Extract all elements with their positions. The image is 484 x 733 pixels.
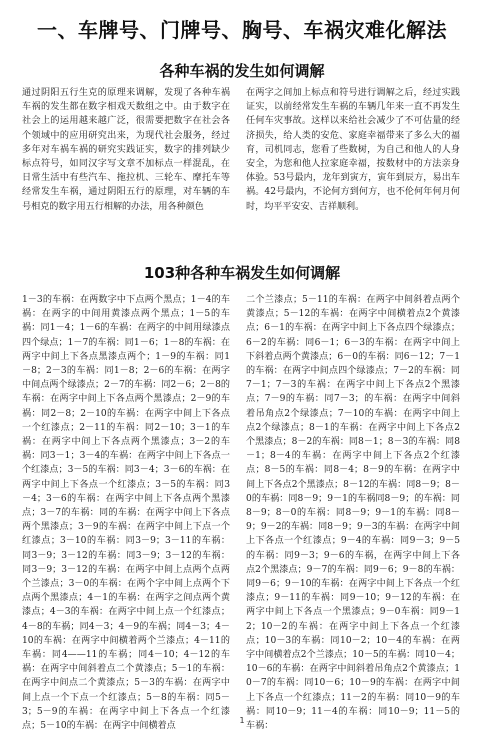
intro-paragraph-left: 通过阴阳五行生克的原理来调解，发现了各种车祸车祸的发生都在数字相戏天数组之中。由于数字在社会上的运用越来越广泛，很需要把数字在社会各个领域中的应用研究出来，为现代社会服务，经过多年对车祸车祸的研究实践证实，数字的排列缺少标点符号，如同汉字写文章不加标点一样混乱，在日常生活中有些汽车、拖拉机、三轮车、摩托车等经常发生车祸，通过阴阳五行的原理，对车辆的车号相克的数字用五行相解的办法，用各种颜色 [22, 88, 230, 212]
remedy-list-right-column: 二个兰漆点；5－11的车祸：在两字中间斜着点两个黄漆点；5－12的车祸：在两字中间横着点2个黄漆点；6－1的车祸：在两字中间上下各点四个绿漆点；6－2的车祸：同6－1；6－3的车祸：在两字中间上下斜着点两个黄漆点；6－0的车祸：同6－12；7－1的车祸：在两字中间点四个绿漆点；7－2的车祸：同7－1；7－3的车祸：在两字中间上下各点2个黑漆点；7－9的车祸：同7－3；的车祸：在两字中间斜着吊角点2个绿漆点；7－10的车祸：在两字中间上点2个绿漆点；8－1的车祸：在两字中间上下各点2个黑漆点；8－2的车祸：同8－1；8－3的车祸：同8－1；8－4的车祸：在两字中间上下各点2个红漆点；8－5的车祸：同8－4；8－9的车祸：在两字中间上下各点2个黑漆点；8－12的车祸：同8－9；8－0的车祸：同8－9；9－1的车祸同8－9；的车祸：同8－9；8－0的车祸：同8－9；9－1的车祸：同8－9；9－2的车祸：同8－9；9－3的车祸：在两字中间上下各点一个红漆点；9－4的车祸：同9－3；9－5的车祸：同9－3；9－6的车祸，在两字中间上下各点2个黑漆点；9－7的车祸：同9－6；9－8的车祸：同9－6；9－10的车祸：在两字中间上下各点一个红漆点；9－11的车祸：同9－10；9－12的车祸：在两字中间上下各点一个黑漆点；9－0车祸：同9－12；10－2的车祸：在两字中间上下各点一个红漆点；10－3的车祸：同10－2；10－4的车祸：在两字中间横着点2个兰漆点；10－5的车祸：同10－4；10－6的车祸：在两字中间斜着吊角点2个黄漆点；10－7的车祸：同10－6；10－9的车祸：在两字中间上下各点一个红漆点；11－2的车祸：同10－9的车祸：同10－9；11－4的车祸：同10－9；11－5的车祸： [246, 295, 460, 732]
page-number: 1 [239, 716, 245, 725]
intro-paragraph-right: 在两字之间加上标点和符号进行调解之后，经过实践证实，以前经常发生车祸的车辆几年来一直不再发生任何车灾事故。这样以来给社会减少了不可估量的经济损失，给人类的安危、家庭幸福带来了多么大的福育，司机同志，您看了些数树，为自己和他人的人身安全，为您和他人拉家庭幸福，按数材中的方法亲身体验。53号最内，龙年到寅方，寅年到辰方，易出车祸。42号最内，不论何方到何方，也不伦何年何月何时，均平平安安、吉祥顺利。 [246, 88, 460, 212]
section-heading-103-types: 103种各种车祸发生如何调解 [143, 264, 341, 282]
remedy-list-left-column: 1－3的车祸：在两数字中下点两个黑点；1－4的车祸：在两字的中间用黄漆点两个黑点；1－5的车祸：同1－4；1－6的车祸：在两字的中间用绿漆点四个绿点；1－7的车祸：同1－6；1－8的车祸：在两字中间上下各点黑漆点两个；1－9的车祸：同1－8；2－3的车祸：同1－8；2－6的车祸：在两字中间点两个绿漆点；2－7的车祸：同2－6；2－8的车祸：在两字中间上下各点两个黑漆点；2－9的车祸：同2－8；2－10的车祸：在两字中间上下各点一个红漆点；2－11的车祸：同2－10；3－1的车祸：在两字中间上下各点两个黑漆点；3－2的车祸：同3－1；3－4的车祸：在两字中间上下各点一个红漆点；3－5的车祸：同3－4；3－6的车祸：在两字中间上下各点一个红漆点；3－5的车祸：同3－4；3－6的车祸：在两字中间上下各点两个黑漆点；3－7的车祸：同的车祸：在两字中间上下各点两个黑漆点；3－9的车祸：在两字中间上下点一个红漆点；3－10的车祸：同3－9；3－11的车祸：同3－9；3－12的车祸：同3－9；3－12的车祸：同3－9；3－12的车祸：在两字中间上点两个点两个兰漆点；3－0的车祸：在两个字中间上点两个下点两个黑漆点；4－1的车祸：在两字之间点两个黄漆点；4－3的车祸：在两字中间上点一个红漆点；4－8的车祸；同4－3；4－9的车祸；同4－3；4－10的车祸：在两字中间横着两个兰漆点；4－11的车祸：同4——11的车祸；同4－10；4－12的车祸：在两字中间斜着点二个黄漆点；5－1的车祸：在两字中间点二个黄漆点；5－3的车祸：在两字中间上点一个下点一个红漆点；5－8的车祸：同5－3；5－9的车祸：在两字中间上下各点一个红漆点；5－10的车祸：在两字中间横着点 [22, 295, 230, 732]
section-heading-causes: 各种车祸的发生如何调解 [159, 62, 325, 80]
page-title: 一、车牌号、门牌号、胸号、车祸灾难化解法 [37, 18, 447, 42]
